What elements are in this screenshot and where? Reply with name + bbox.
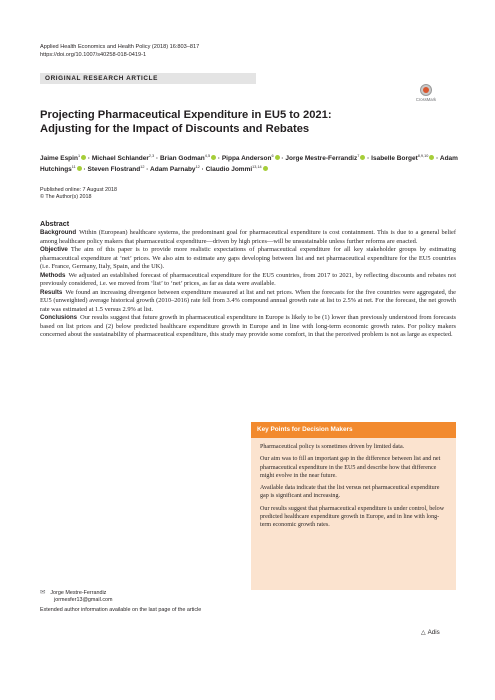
section-text: We found an increasing divergence between expenditure measured at list and net prices. When the forecasts for the five countries were aggregated, the EU5 (unweighted) average historical growth (2010–2016) rate fell from 3.4% compound annual growth rate at list to 2.5% at net. For the forecast, the net growth rate was estimated at 1.5 versus 2.9% at list. — [40, 288, 456, 313]
author-name: Isabelle Borget — [371, 155, 418, 163]
author-name: Michael Schlander — [91, 155, 149, 163]
author-name: Jaime Espin — [40, 155, 78, 163]
author-name: Steven Flostrand — [87, 166, 141, 174]
article-type: ORIGINAL RESEARCH ARTICLE — [45, 75, 158, 82]
published-date: Published online: 7 August 2018 — [40, 187, 118, 193]
author-affiliation: 11 — [71, 165, 76, 170]
publication-info — [40, 187, 117, 201]
author-affiliation: 7 — [357, 154, 360, 158]
author-name: Brian Godman — [159, 155, 205, 163]
abstract-heading: Abstract — [40, 219, 70, 228]
author[interactable] — [371, 155, 434, 162]
publisher-logo — [421, 629, 440, 636]
author[interactable] — [150, 166, 200, 173]
abstract-conclusions — [40, 314, 456, 340]
author-affiliation: 4,5 — [204, 154, 211, 158]
orcid-icon[interactable] — [263, 166, 268, 171]
envelope-icon: ✉ — [40, 589, 46, 596]
section-text: The aim of this paper is to provide more realistic expectations of pharmaceutical expenditure for all key stakeholder groups by estimating pharmaceutical expenditure at ‘net’ prices. We also aim to estimate any gaps developing between list and net pharmaceutical expenditure for the EU5 countries (i.e. France, Germany, Italy, Spain, and the UK). — [40, 246, 456, 270]
author-affiliation: 12 — [195, 165, 200, 170]
abstract-background — [40, 229, 456, 246]
author-name: Adam Hutchings — [40, 155, 458, 174]
crossmark-icon — [420, 84, 432, 96]
abstract-methods — [40, 272, 456, 289]
publisher-name: Adis — [427, 629, 440, 636]
orcid-icon[interactable] — [429, 155, 434, 160]
author[interactable] — [160, 155, 216, 162]
section-label: Results — [40, 288, 63, 296]
orcid-icon[interactable] — [211, 155, 216, 160]
key-point: Our aim was to fill an important gap in the difference between list and net pharmaceutical expenditure in the EU5 and describe how that difference might evolve in the near future. — [260, 456, 441, 479]
key-points-heading: Key Points for Decision Makers — [251, 422, 456, 438]
author-list: Jaime Espin$^1$ · Michael Schlander$^{2,3}$ · Brian Godman$^{4,5}$ · Pippa Anderson$^6$ · Jorge Mestre-Ferrandiz$^7$ · Isabelle Borget$^{8,9,10}$ · Adam Hutchings$^{11}$ · Steven Flostrand$^{12}$ · Adam Parnaby$^{12}$ · Claudio Jommi$^{13,14}$ — [40, 154, 458, 174]
crossmark-badge[interactable] — [406, 84, 446, 102]
corresponding-email[interactable]: jormesfer13@gmail.com — [54, 597, 113, 604]
journal-citation — [40, 44, 199, 59]
key-point: Available data indicate that the list versus net pharmaceutical expenditure gap is significant and increasing. — [260, 485, 440, 500]
corresponding-name: Jorge Mestre-Ferrandiz — [50, 590, 107, 596]
author-name: Jorge Mestre-Ferrandiz — [285, 155, 358, 163]
orcid-icon[interactable] — [77, 166, 82, 171]
abstract-objective — [40, 246, 456, 272]
footer-notes — [40, 589, 240, 615]
orcid-icon[interactable] — [275, 155, 280, 160]
author-name: Adam Parnaby — [150, 166, 196, 174]
section-label: Objective — [40, 246, 68, 253]
key-points-box — [251, 422, 456, 590]
author-affiliation: 13,14 — [252, 165, 262, 170]
key-point: Pharmaceutical policy is sometimes driven by limited data. — [260, 444, 405, 450]
author-name: Claudio Jommi — [205, 166, 253, 174]
orcid-icon[interactable] — [360, 155, 365, 160]
journal-name: Applied Health Economics and Health Policy (2018) 16:803–817 — [40, 44, 200, 50]
section-text: We adjusted an established forecast of pharmaceutical expenditure for the EU5 countries, from 2017 to 2021, by reflecting discounts and rebates not previously considered, i.e. we moved from ‘list’ to ‘net’ prices, as far as data were available. — [40, 271, 456, 287]
section-label: Background — [40, 229, 77, 236]
author[interactable] — [206, 166, 268, 173]
adis-triangle-icon: △ — [421, 630, 426, 636]
corresponding-author — [40, 589, 240, 597]
author-affiliation: 2,3 — [148, 154, 155, 158]
orcid-icon[interactable] — [81, 155, 86, 160]
doi-link[interactable]: https://doi.org/10.1007/s40258-018-0419-1 — [40, 51, 147, 58]
section-label: Conclusions — [40, 314, 78, 321]
extended-author-info: Extended author information available on the last page of the article — [40, 607, 202, 614]
key-point: Our results suggest that pharmaceutical expenditure is under control, below predicted healthcare expenditure growth in Europe, and in line with long-term economic growth rates. — [260, 505, 445, 529]
author-affiliation: 1 — [77, 154, 81, 158]
article-title: Projecting Pharmaceutical Expenditure in EU5 to 2021: Adjusting for the Impact of Discounts and Rebates — [40, 109, 332, 135]
section-text: Within (European) healthcare systems, the predominant goal for pharmaceutical expenditure is cost containment. This is due to a general belief among healthcare policy makers that pharmaceutical expenditure—driven by high prices—will be unsustainable unless further reforms are enacted. — [40, 229, 456, 245]
author[interactable] — [40, 155, 86, 162]
author[interactable] — [88, 166, 145, 173]
author-affiliation: 8,9,10 — [417, 154, 429, 158]
section-label: Methods — [40, 271, 66, 279]
abstract-body — [40, 229, 456, 340]
author-affiliation: 12 — [140, 165, 145, 170]
copyright: © The Author(s) 2018 — [40, 194, 92, 201]
abstract-results — [40, 289, 456, 315]
author-name: Pippa Anderson — [221, 155, 272, 163]
crossmark-label: CrossMark — [415, 97, 437, 102]
section-text: Our results suggest that future growth in pharmaceutical expenditure in Europe is likely to be (1) lower than previously understood from forecasts based on list prices and (2) below predicted healthcare expenditure growth in Europe and in line with long-term economic growth rates. For policy makers concerned about the sustainability of pharmaceutical expenditure, this study may provide some comfort, in that the perceived problem is not as large as expected. — [40, 314, 456, 338]
author[interactable] — [222, 155, 280, 162]
author[interactable] — [285, 155, 365, 162]
author-affiliation: 6 — [271, 154, 274, 158]
author[interactable] — [92, 155, 154, 162]
key-points-list — [251, 438, 456, 530]
